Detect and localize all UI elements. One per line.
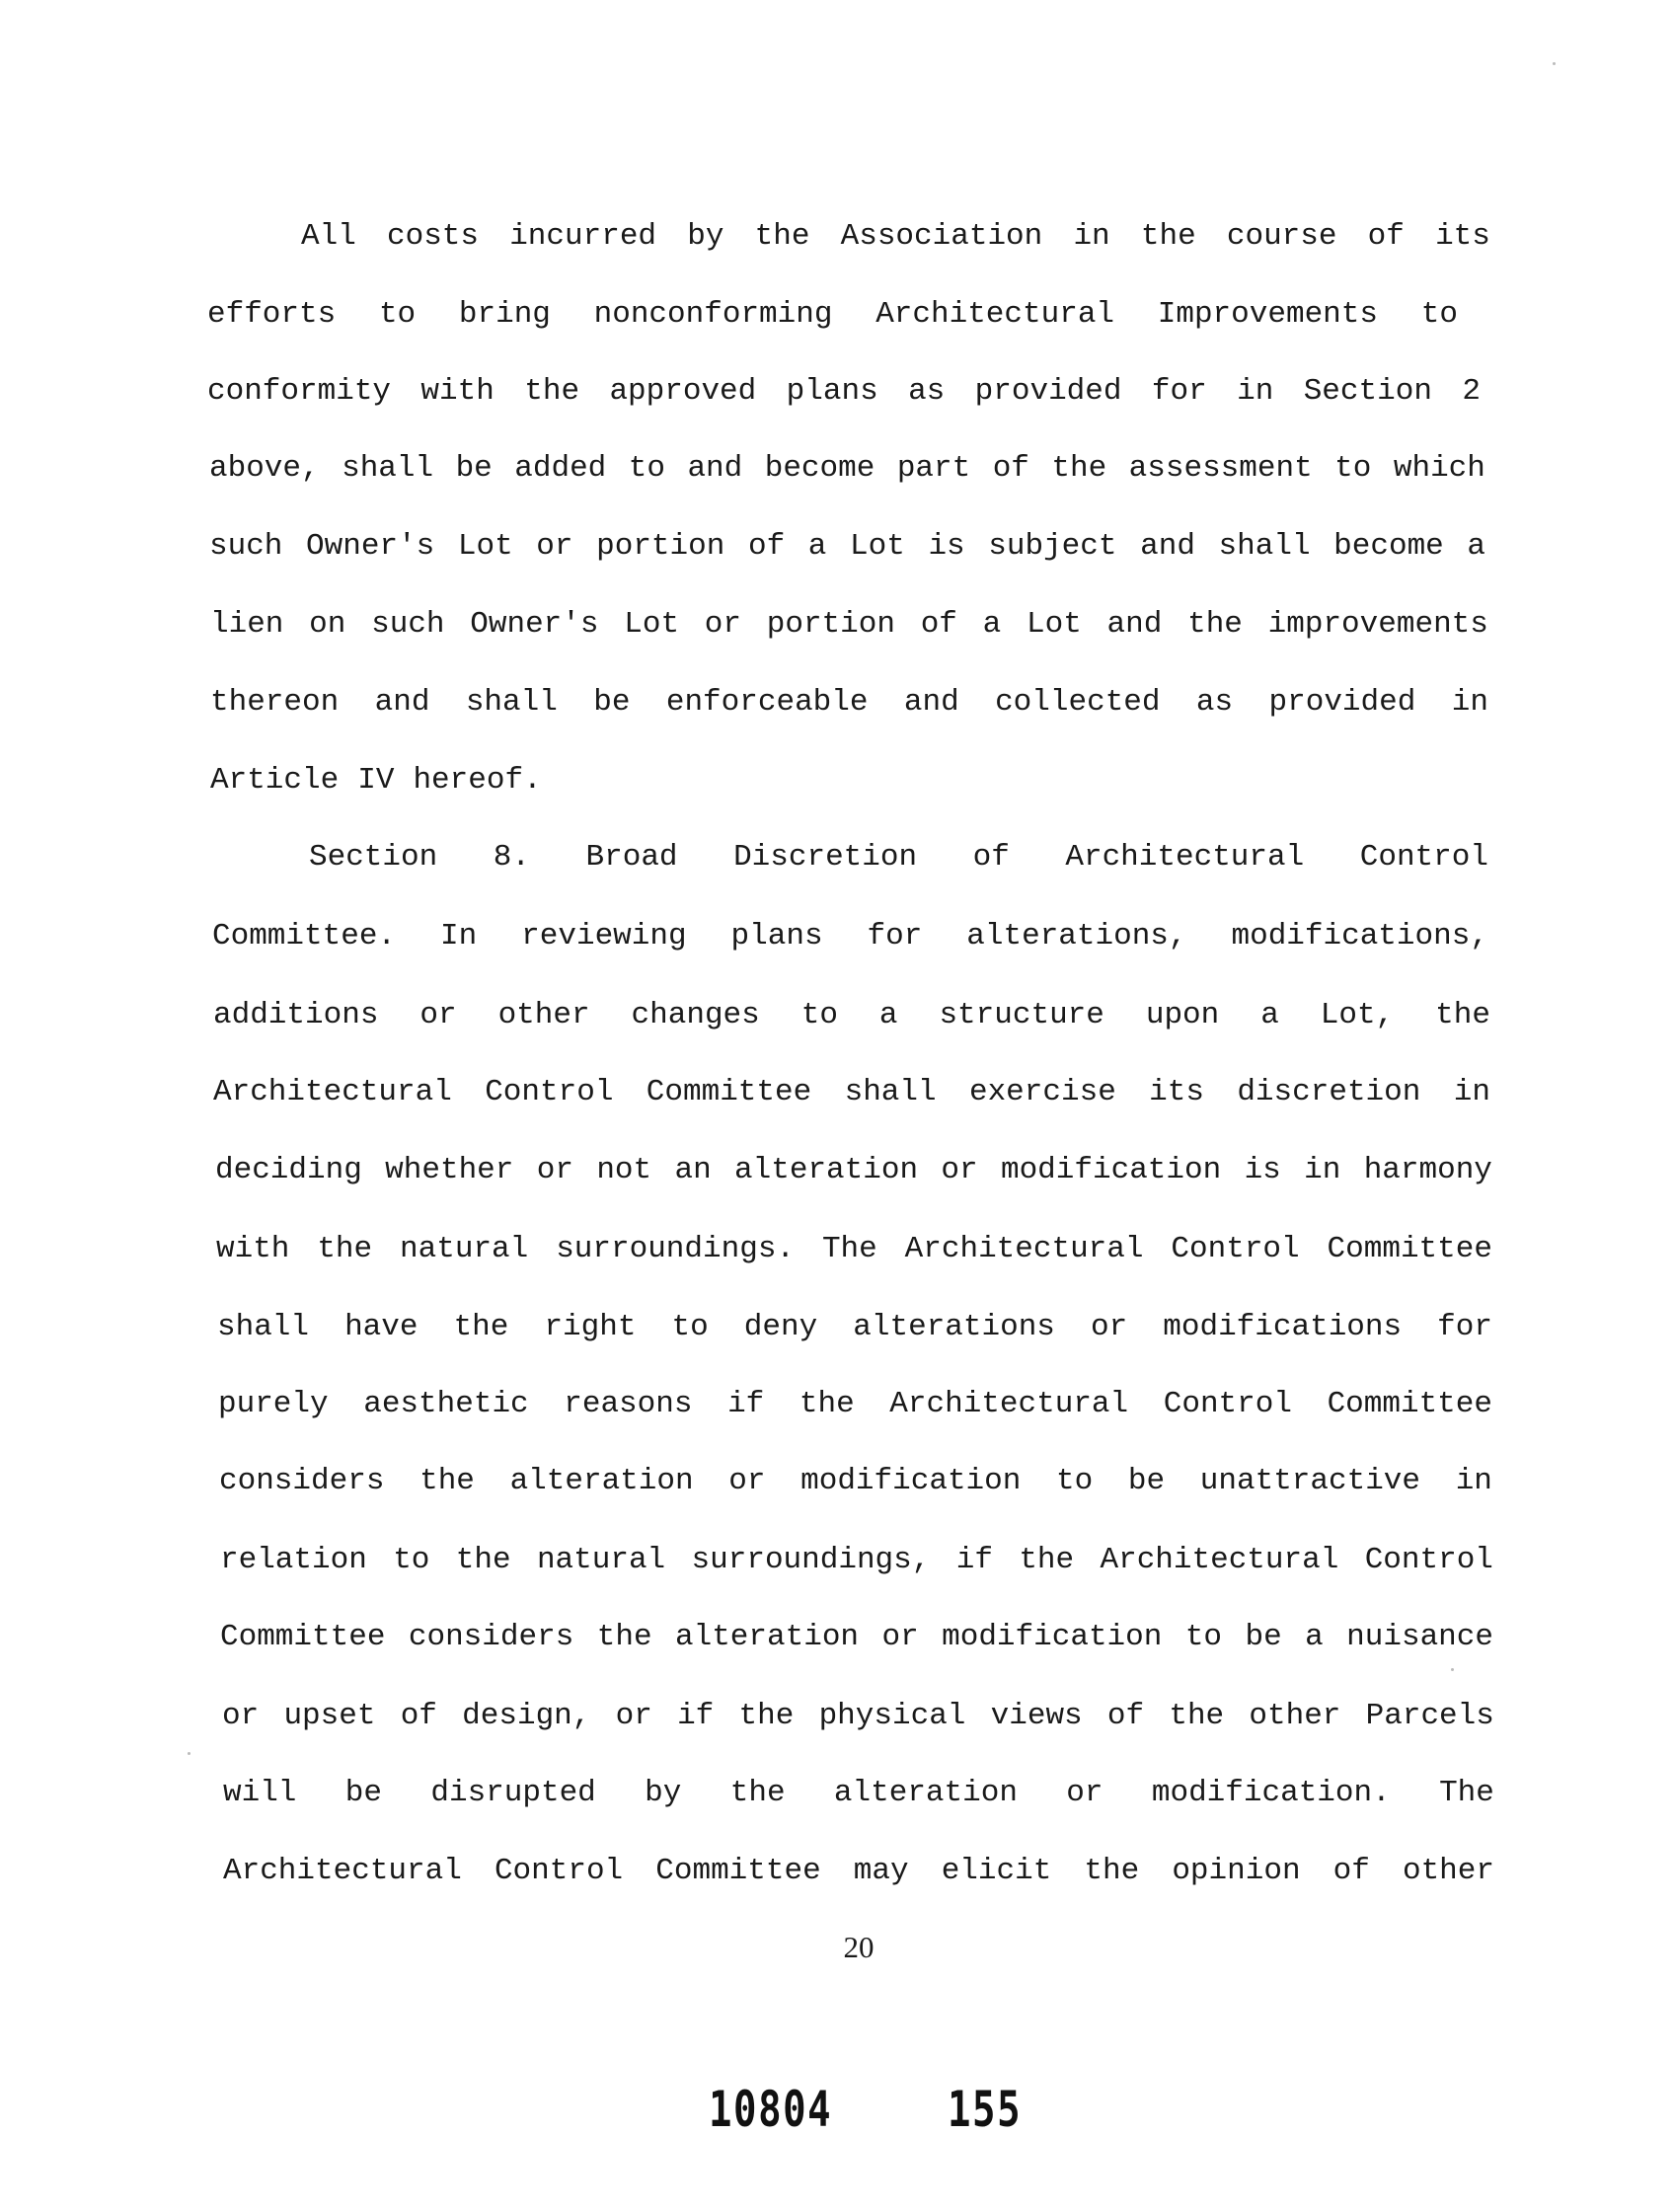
word: or — [704, 607, 741, 642]
word: and — [687, 451, 743, 486]
word: an — [674, 1153, 712, 1187]
word: or — [615, 1699, 652, 1733]
word: the — [1051, 451, 1107, 486]
word: Section — [1303, 374, 1432, 409]
word: or — [1090, 1310, 1128, 1344]
word: Control — [485, 1075, 614, 1109]
word: to — [1334, 451, 1372, 486]
scan-speck — [188, 1752, 190, 1755]
word: above, — [209, 451, 320, 486]
word: Control — [1359, 840, 1488, 875]
word: Owner's — [470, 607, 599, 642]
word: to — [1056, 1464, 1094, 1498]
word: in — [1451, 685, 1488, 720]
word: elicit — [941, 1854, 1052, 1888]
word: Committee — [655, 1854, 821, 1888]
word: in — [1304, 1153, 1341, 1187]
word: 8. — [493, 840, 530, 875]
word: of — [1332, 1854, 1370, 1888]
word: the — [524, 374, 580, 409]
word: a — [982, 607, 1002, 642]
word: approved — [609, 374, 757, 409]
word: by — [687, 219, 724, 254]
text-line — [217, 1308, 1492, 1347]
word: will — [223, 1776, 297, 1810]
text-line — [218, 1385, 1492, 1424]
word: opinion — [1172, 1854, 1301, 1888]
word: the — [455, 1543, 511, 1577]
word: Control — [494, 1854, 624, 1888]
word: of — [992, 451, 1029, 486]
word: for — [1151, 374, 1207, 409]
word: views — [990, 1699, 1083, 1733]
word: Architectural — [213, 1075, 452, 1109]
word: or — [536, 529, 573, 564]
word: Architectural — [223, 1854, 462, 1888]
word: the — [317, 1232, 373, 1266]
text-line — [223, 1774, 1494, 1813]
word: as — [908, 374, 946, 409]
word: considers — [219, 1464, 385, 1498]
word: design, — [462, 1699, 591, 1733]
word: and — [1140, 529, 1195, 564]
word: be — [593, 685, 631, 720]
word: The — [821, 1232, 877, 1266]
word: discretion — [1237, 1075, 1421, 1109]
word: on — [309, 607, 346, 642]
text-line — [213, 1073, 1490, 1112]
word: efforts — [207, 297, 337, 332]
word: other — [1402, 1854, 1494, 1888]
word: or — [881, 1620, 919, 1654]
word: of — [1367, 219, 1405, 254]
word: shall — [1218, 529, 1311, 564]
text-line — [210, 761, 542, 801]
word: exercise — [968, 1075, 1116, 1109]
text-line — [222, 1697, 1494, 1736]
word: become — [1333, 529, 1444, 564]
word: the — [1019, 1543, 1075, 1577]
word: Lot — [850, 529, 905, 564]
word: to — [1420, 297, 1458, 332]
word: thereon — [210, 685, 340, 720]
word: natural — [536, 1543, 666, 1577]
text-line — [219, 1462, 1492, 1501]
word: if — [955, 1543, 993, 1577]
word: the — [1140, 219, 1196, 254]
text-line — [213, 996, 1490, 1035]
word: of — [972, 840, 1010, 875]
word: in — [1453, 1075, 1490, 1109]
word: conformity — [207, 374, 392, 409]
text-line — [220, 1541, 1493, 1580]
book-number-stamp: 10804 — [709, 2081, 833, 2138]
word: surroundings, — [691, 1543, 931, 1577]
text-line — [209, 527, 1485, 567]
word: relation — [220, 1543, 367, 1577]
word: purely — [218, 1387, 329, 1421]
word: In — [439, 919, 478, 953]
word: course — [1226, 219, 1337, 254]
word: of — [400, 1699, 437, 1733]
word: a — [1305, 1620, 1324, 1654]
word: deny — [743, 1310, 818, 1344]
word: alteration — [509, 1464, 694, 1498]
text-line — [220, 1618, 1493, 1657]
text-line — [207, 295, 1458, 335]
word: structure — [939, 998, 1104, 1032]
word: right — [544, 1310, 637, 1344]
word: the — [738, 1699, 795, 1733]
word: the — [453, 1310, 509, 1344]
word: Owner's — [306, 529, 435, 564]
word: the — [754, 219, 810, 254]
word: by — [645, 1776, 682, 1810]
word: to — [800, 998, 838, 1032]
word: collected — [995, 685, 1161, 720]
word: Architectural — [889, 1387, 1129, 1421]
word: unattractive — [1199, 1464, 1421, 1498]
word: additions — [213, 998, 379, 1032]
word: and — [1106, 607, 1163, 642]
word: the — [729, 1776, 786, 1810]
text-line — [210, 683, 1488, 723]
word: the — [799, 1387, 855, 1421]
word: a — [878, 998, 898, 1032]
word: of — [747, 529, 786, 564]
word: Article — [210, 763, 340, 798]
word: Lot — [624, 607, 680, 642]
word: the — [1169, 1699, 1225, 1733]
word: such — [209, 529, 283, 564]
word: lien — [210, 607, 284, 642]
word: for — [1437, 1310, 1492, 1344]
word: Lot, — [1320, 998, 1395, 1032]
word: which — [1393, 451, 1485, 486]
word: aesthetic — [363, 1387, 529, 1421]
word: Committee — [1327, 1387, 1492, 1421]
word: enforceable — [665, 685, 869, 720]
word: or — [222, 1699, 260, 1733]
word: is — [1244, 1153, 1281, 1187]
word: 2 — [1462, 374, 1481, 409]
scan-speck — [1553, 62, 1556, 65]
word: Control — [1163, 1387, 1292, 1421]
word: considers — [408, 1620, 574, 1654]
word: Control — [1364, 1543, 1493, 1577]
word: alterations, — [966, 919, 1187, 953]
word: its — [1149, 1075, 1204, 1109]
word: Section — [309, 840, 438, 875]
word: plans — [730, 919, 823, 953]
word: modification — [800, 1464, 1022, 1498]
word: its — [1435, 219, 1490, 254]
word: to — [628, 451, 665, 486]
word: alteration — [734, 1153, 919, 1187]
page-reference-stamp: 155 — [948, 2081, 1023, 2138]
word: or — [419, 998, 457, 1032]
word: disrupted — [430, 1776, 596, 1810]
word: deciding — [215, 1153, 362, 1187]
word: The — [1439, 1776, 1494, 1810]
word: for — [867, 919, 923, 953]
word: Committee — [646, 1075, 812, 1109]
word: to — [378, 297, 417, 332]
text-line — [309, 838, 1488, 877]
word: the — [1435, 998, 1490, 1032]
word: Lot — [457, 529, 513, 564]
word: portion — [596, 529, 725, 564]
word: added — [514, 451, 607, 486]
word: and — [903, 685, 959, 720]
word: bring — [458, 297, 551, 332]
word: and — [374, 685, 430, 720]
text-line — [207, 372, 1481, 412]
word: shall — [342, 451, 434, 486]
word: natural — [400, 1232, 529, 1266]
word: with — [216, 1232, 290, 1266]
word: alteration — [675, 1620, 860, 1654]
word: be — [344, 1776, 382, 1810]
word: harmony — [1363, 1153, 1492, 1187]
word: Committee — [1327, 1232, 1492, 1266]
word: nuisance — [1346, 1620, 1493, 1654]
word: modification — [1000, 1153, 1222, 1187]
word: or — [536, 1153, 573, 1187]
page-number: 20 — [843, 1930, 875, 1964]
text-line — [301, 217, 1490, 257]
word: costs — [387, 219, 480, 254]
word: portion — [766, 607, 895, 642]
word: have — [344, 1310, 418, 1344]
word: reviewing — [521, 919, 687, 953]
word: upon — [1145, 998, 1220, 1032]
word: Control — [1171, 1232, 1300, 1266]
word: Improvements — [1157, 297, 1378, 332]
word: if — [677, 1699, 715, 1733]
word: a — [1467, 529, 1485, 564]
word: to — [1184, 1620, 1223, 1654]
word: Association — [840, 219, 1043, 254]
word: surroundings. — [556, 1232, 796, 1266]
word: may — [853, 1854, 909, 1888]
word: improvements — [1267, 607, 1488, 642]
word: be — [1127, 1464, 1166, 1498]
word: nonconforming — [593, 297, 833, 332]
word: reasons — [564, 1387, 693, 1421]
word: Architectural — [1100, 1543, 1339, 1577]
word: or — [1066, 1776, 1103, 1810]
word: Architectural — [1065, 840, 1305, 875]
text-line — [223, 1852, 1494, 1891]
word: a — [807, 529, 827, 564]
word: alteration — [833, 1776, 1018, 1810]
word: shall — [844, 1075, 937, 1109]
word: IV — [357, 763, 395, 798]
word: incurred — [509, 219, 657, 254]
word: other — [1249, 1699, 1341, 1733]
word: to — [671, 1310, 709, 1344]
word: changes — [631, 998, 760, 1032]
word: with — [420, 374, 495, 409]
word: the — [596, 1620, 652, 1654]
word: assessment — [1128, 451, 1313, 486]
text-line — [210, 605, 1488, 645]
text-line — [212, 917, 1488, 956]
word: or — [728, 1464, 766, 1498]
word: modification — [942, 1620, 1163, 1654]
word: All — [301, 219, 356, 254]
word: Discretion — [733, 840, 918, 875]
word: physical — [818, 1699, 966, 1733]
word: or — [941, 1153, 978, 1187]
word: of — [1106, 1699, 1145, 1733]
word: the — [1187, 607, 1243, 642]
word: be — [455, 451, 493, 486]
word: hereof. — [413, 763, 542, 798]
word: Architectural — [904, 1232, 1144, 1266]
word: the — [1084, 1854, 1140, 1888]
word: subject — [988, 529, 1117, 564]
word: if — [727, 1387, 765, 1421]
word: as — [1195, 685, 1234, 720]
word: such — [371, 607, 445, 642]
word: shall — [217, 1310, 310, 1344]
word: become — [764, 451, 875, 486]
word: part — [896, 451, 971, 486]
word: Lot — [1027, 607, 1082, 642]
text-line — [216, 1230, 1492, 1269]
word: is — [928, 529, 965, 564]
word: modifications — [1163, 1310, 1403, 1344]
word: of — [920, 607, 957, 642]
text-line — [209, 449, 1485, 489]
word: provided — [1268, 685, 1416, 720]
word: Architectural — [875, 297, 1115, 332]
word: not — [596, 1153, 652, 1187]
word: modifications, — [1231, 919, 1488, 953]
word: Parcels — [1365, 1699, 1494, 1733]
word: the — [419, 1464, 475, 1498]
word: to — [393, 1543, 430, 1577]
word: alterations — [853, 1310, 1055, 1344]
word: Committee — [220, 1620, 386, 1654]
word: whether — [385, 1153, 514, 1187]
word: shall — [465, 685, 558, 720]
word: be — [1245, 1620, 1282, 1654]
word: Committee. — [212, 919, 397, 953]
word: plans — [786, 374, 878, 409]
text-line — [215, 1151, 1492, 1190]
word: provided — [974, 374, 1122, 409]
word: in — [1237, 374, 1274, 409]
word: modification. — [1151, 1776, 1391, 1810]
word: a — [1260, 998, 1279, 1032]
word: other — [497, 998, 590, 1032]
word: Broad — [585, 840, 678, 875]
scan-speck — [1451, 1668, 1454, 1671]
word: in — [1455, 1464, 1492, 1498]
word: in — [1073, 219, 1110, 254]
word: upset — [283, 1699, 376, 1733]
